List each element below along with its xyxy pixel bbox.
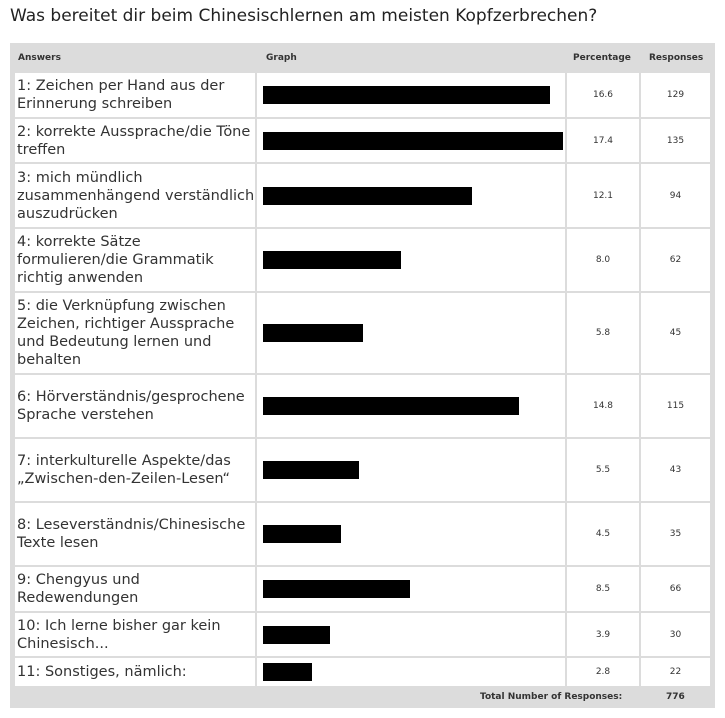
graph-cell (257, 293, 565, 373)
percentage-cell (567, 658, 639, 686)
responses-value: 62 (669, 255, 682, 265)
percentage-cell (567, 503, 639, 565)
total-responses-label: Total Number of Responses: (480, 692, 623, 702)
responses-value: 94 (669, 190, 682, 201)
table-row (10, 658, 715, 686)
percentage-cell (567, 613, 639, 656)
header-graph: Graph (266, 53, 297, 63)
percentage-value: 2.8 (595, 667, 611, 677)
responses-value: 66 (669, 584, 682, 594)
answer-label: 8: Leseverständnis/Chinesische Texte lesen (17, 517, 246, 551)
response-bar (263, 324, 363, 342)
response-bar (263, 626, 330, 644)
table-row (10, 503, 715, 565)
responses-cell (641, 229, 710, 291)
percentage-cell (567, 567, 639, 611)
answer-cell (15, 375, 255, 437)
responses-value: 43 (669, 465, 682, 475)
answer-label: 6: Hörverständnis/gesprochene Sprache verstehen (17, 389, 245, 423)
responses-cell (641, 119, 710, 162)
total-responses-value: 776 (666, 692, 685, 702)
response-bar (263, 525, 341, 543)
header-responses: Responses (649, 53, 704, 63)
responses-cell (641, 73, 710, 117)
percentage-value: 17.4 (592, 135, 614, 146)
poll-title: Was bereitet dir beim Chinesischlernen am meisten Kopfzerbrechen? (10, 6, 598, 26)
response-bar (263, 663, 312, 681)
graph-cell (257, 73, 565, 117)
answer-cell (15, 613, 255, 656)
percentage-cell (567, 293, 639, 373)
table-row (10, 73, 715, 117)
responses-value: 35 (669, 529, 682, 539)
answer-label: 7: interkulturelle Aspekte/das „Zwischen-den-Zeilen-Lesen“ (17, 453, 231, 487)
table-row (10, 119, 715, 162)
table-row (10, 567, 715, 611)
responses-cell (641, 567, 710, 611)
answer-cell (15, 658, 255, 686)
answer-cell (15, 229, 255, 291)
answer-cell (15, 119, 255, 162)
percentage-value: 5.5 (595, 465, 611, 475)
responses-value: 30 (669, 629, 682, 640)
header-answers: Answers (18, 53, 61, 63)
responses-cell (641, 164, 710, 227)
responses-value: 22 (669, 667, 682, 677)
responses-value: 135 (666, 135, 685, 146)
response-bar (263, 251, 401, 269)
table-row (10, 229, 715, 291)
table-row (10, 164, 715, 227)
response-bar (263, 86, 550, 104)
percentage-cell (567, 229, 639, 291)
graph-cell (257, 439, 565, 501)
table-row (10, 613, 715, 656)
answer-label: 9: Chengyus und Redewendungen (17, 572, 140, 606)
answer-label: 4: korrekte Sätze formulieren/die Grammatik richtig anwenden (17, 234, 214, 286)
responses-value: 45 (669, 328, 682, 338)
percentage-cell (567, 164, 639, 227)
percentage-value: 5.8 (595, 328, 611, 338)
percentage-value: 14.8 (592, 401, 614, 411)
responses-cell (641, 375, 710, 437)
response-bar (263, 580, 410, 598)
answer-label: 11: Sonstiges, nämlich: (17, 664, 187, 680)
answer-cell (15, 293, 255, 373)
table-row (10, 375, 715, 437)
answer-label: 5: die Verknüpfung zwischen Zeichen, richtiger Aussprache und Bedeutung lernen und behalten (17, 298, 235, 368)
percentage-cell (567, 119, 639, 162)
response-bar (263, 397, 519, 415)
graph-cell (257, 164, 565, 227)
header-percentage: Percentage (573, 53, 631, 63)
table-row (10, 439, 715, 501)
percentage-value: 12.1 (592, 190, 614, 201)
responses-cell (641, 293, 710, 373)
percentage-cell (567, 375, 639, 437)
graph-cell (257, 567, 565, 611)
percentage-cell (567, 439, 639, 501)
percentage-value: 16.6 (592, 90, 614, 100)
table-row (10, 293, 715, 373)
response-bar (263, 461, 359, 479)
answer-cell (15, 503, 255, 565)
graph-cell (257, 503, 565, 565)
graph-cell (257, 119, 565, 162)
graph-cell (257, 658, 565, 686)
answer-cell (15, 73, 255, 117)
answer-label: 1: Zeichen per Hand aus der Erinnerung schreiben (17, 78, 225, 112)
responses-value: 129 (666, 90, 685, 100)
answer-label: 3: mich mündlich zusammenhängend verständlich auszudrücken (17, 169, 255, 222)
responses-cell (641, 658, 710, 686)
percentage-value: 8.0 (595, 255, 611, 265)
response-bar (263, 187, 472, 205)
responses-cell (641, 613, 710, 656)
graph-cell (257, 375, 565, 437)
answer-cell (15, 567, 255, 611)
percentage-cell (567, 73, 639, 117)
answer-label: 10: Ich lerne bisher gar kein Chinesisch... (17, 617, 221, 652)
percentage-value: 4.5 (595, 529, 611, 539)
percentage-value: 8.5 (595, 584, 611, 594)
graph-cell (257, 229, 565, 291)
response-bar (263, 132, 563, 150)
answer-label: 2: korrekte Aussprache/die Töne treffen (17, 123, 251, 158)
percentage-value: 3.9 (595, 629, 611, 640)
responses-value: 115 (666, 401, 685, 411)
responses-cell (641, 439, 710, 501)
answer-cell (15, 164, 255, 227)
responses-cell (641, 503, 710, 565)
poll-results-table (10, 43, 715, 708)
graph-cell (257, 613, 565, 656)
answer-cell (15, 439, 255, 501)
